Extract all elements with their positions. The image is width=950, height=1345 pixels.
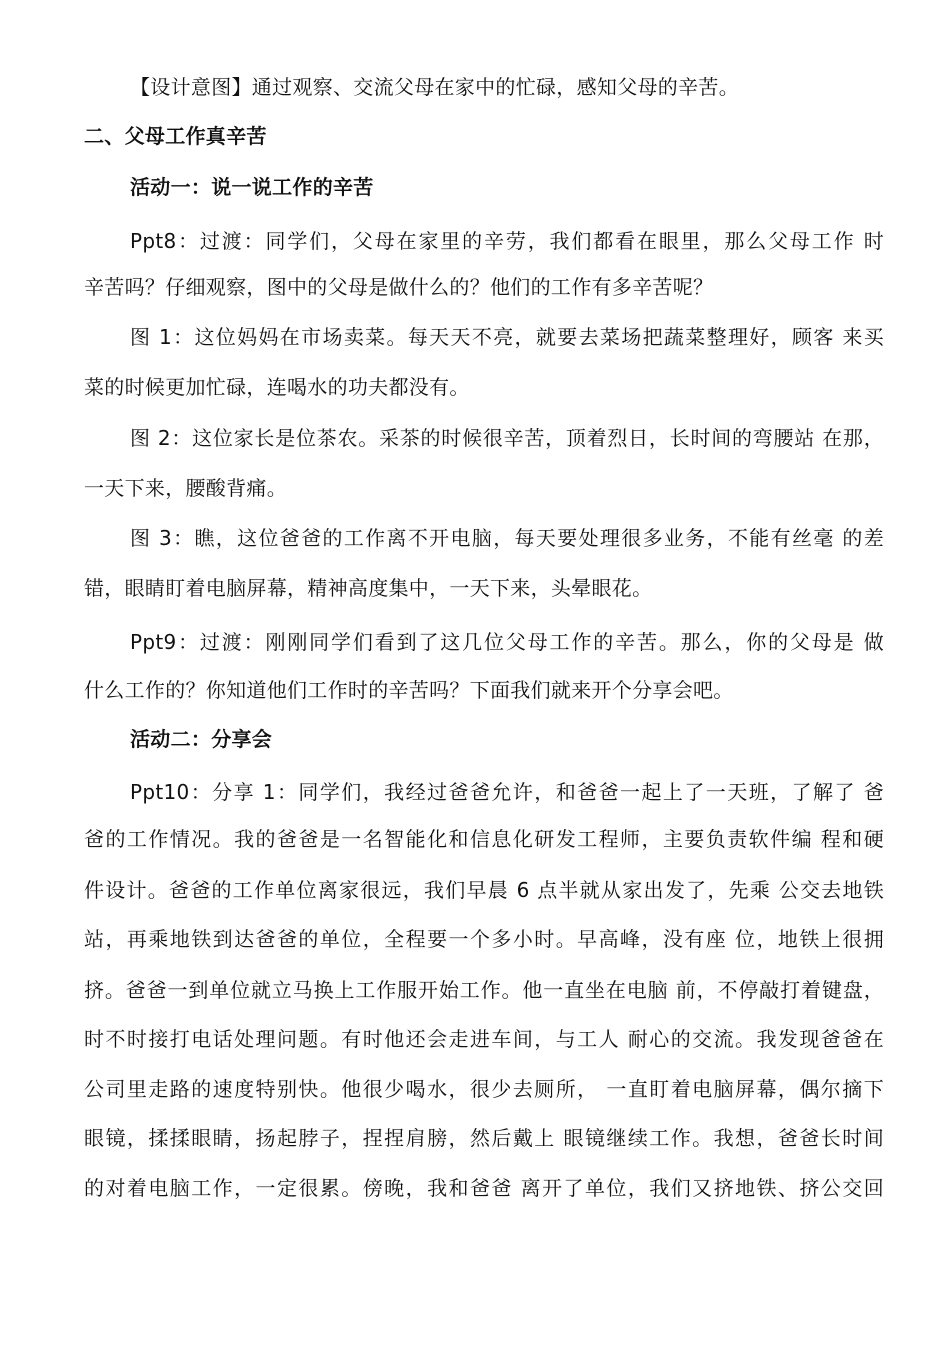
paragraph-line: Ppt10：分享 1：同学们，我经过爸爸允许，和爸爸一起上了一天班，了解了 爸 (130, 780, 884, 804)
activity-one-heading: 活动一：说一说工作的辛苦 (130, 175, 374, 199)
paragraph-line: 时不时接打电话处理问题。有时他还会走进车间，与工人 耐心的交流。我发现爸爸在 (84, 1027, 884, 1051)
paragraph-line: 菜的时候更加忙碌，连喝水的功夫都没有。 (84, 375, 470, 399)
paragraph-line: 件设计。爸爸的工作单位离家很远，我们早晨 6 点半就从家出发了，先乘 公交去地铁 (84, 878, 884, 902)
design-intent-line: 【设计意图】通过观察、交流父母在家中的忙碌，感知父母的辛苦。 (130, 75, 739, 99)
activity-two-heading: 活动二：分享会 (130, 727, 273, 751)
paragraph-line: 图 3：瞧，这位爸爸的工作离不开电脑，每天要处理很多业务，不能有丝毫 的差 (130, 526, 884, 550)
paragraph-line: Ppt9：过渡：刚刚同学们看到了这几位父母工作的辛苦。那么，你的父母是 做 (130, 630, 884, 654)
paragraph-line: 爸的工作情况。我的爸爸是一名智能化和信息化研发工程师，主要负责软件编 程和硬 (84, 827, 884, 851)
paragraph-line: 图 2：这位家长是位茶农。采茶的时候很辛苦，顶着烈日，长时间的弯腰站 在那， (130, 426, 884, 450)
paragraph-line: 公司里走路的速度特别快。他很少喝水，很少去厕所， 一直盯着电脑屏幕，偶尔摘下 (84, 1077, 884, 1101)
section-heading: 二、父母工作真辛苦 (84, 124, 267, 148)
paragraph-line: 错，眼睛盯着电脑屏幕，精神高度集中，一天下来，头晕眼花。 (84, 576, 653, 600)
paragraph-line: 眼镜，揉揉眼睛，扬起脖子，捏捏肩膀，然后戴上 眼镜继续工作。我想，爸爸长时间 (84, 1126, 884, 1150)
paragraph-line: 辛苦吗？仔细观察，图中的父母是做什么的？他们的工作有多辛苦呢？ (84, 275, 714, 299)
paragraph-line: 的对着电脑工作，一定很累。傍晚，我和爸爸 离开了单位，我们又挤地铁、挤公交回 (84, 1176, 884, 1200)
paragraph-line: 什么工作的？你知道他们工作时的辛苦吗？下面我们就来开个分享会吧。 (84, 678, 734, 702)
paragraph-line: 挤。爸爸一到单位就立马换上工作服开始工作。他一直坐在电脑 前，不停敲打着键盘， (84, 978, 884, 1002)
paragraph-line: 站，再乘地铁到达爸爸的单位，全程要一个多小时。早高峰，没有座 位，地铁上很拥 (84, 927, 884, 951)
paragraph-line: Ppt8：过渡：同学们，父母在家里的辛劳，我们都看在眼里，那么父母工作 时 (130, 229, 884, 253)
paragraph-line: 图 1：这位妈妈在市场卖菜。每天天不亮，就要去菜场把蔬菜整理好，顾客 来买 (130, 325, 884, 349)
paragraph-line: 一天下来，腰酸背痛。 (84, 476, 287, 500)
